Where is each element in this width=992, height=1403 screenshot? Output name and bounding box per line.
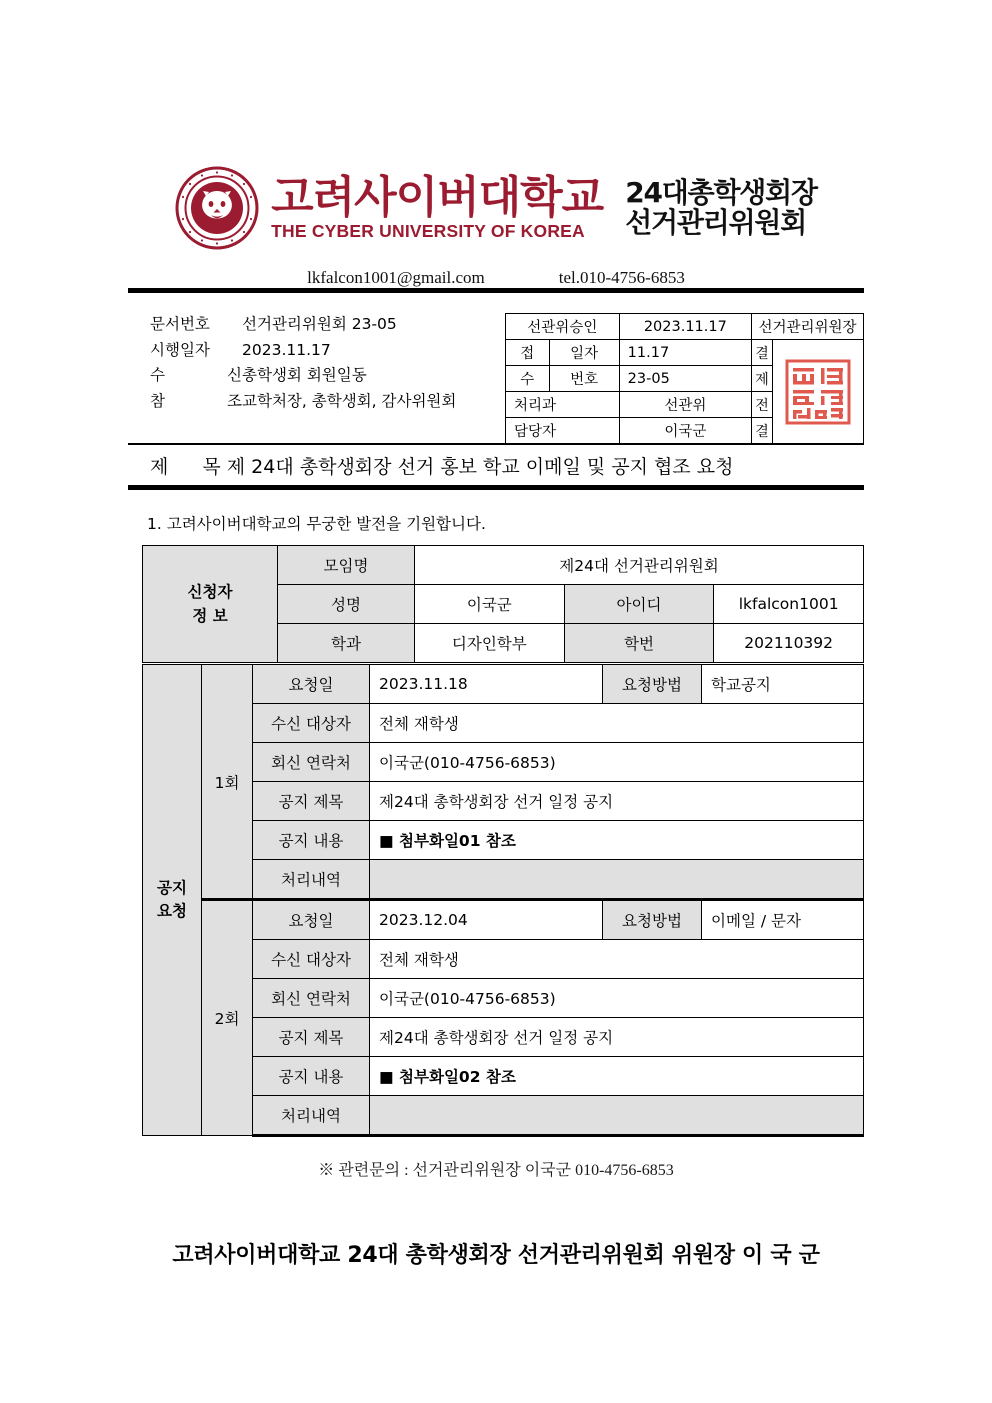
- committee-title: [625, 178, 817, 237]
- receipt-date-label-cell: 일자: [549, 340, 619, 366]
- notice-round-label-1: 1회: [202, 665, 253, 900]
- notice-recipient-value-1: 전체 재학생: [370, 704, 864, 743]
- signature-line: 고려사이버대학교 24대 총학생회장 선거관리위원회 위원장 이 국 군: [172, 1243, 820, 1268]
- notice-side-label-line1: 공지: [157, 878, 187, 897]
- subject-label-b: 목: [202, 456, 221, 478]
- notice-round-label-2: 2회: [202, 900, 253, 1136]
- approval-date-cell: 2023.11.17: [619, 314, 751, 340]
- notice-reply-label-2: 회신 연락처: [253, 979, 370, 1018]
- header-divider-rule: [128, 288, 864, 293]
- notice-method-value-2: 이메일 / 문자: [702, 900, 864, 940]
- notice-request-date-label-1: 요청일: [253, 665, 370, 704]
- applicant-group-value: 제24대 선거관리위원회: [415, 546, 864, 585]
- meta-label-cc: 참 조: [150, 391, 242, 410]
- approval-vertical-char-3: 전: [752, 392, 773, 418]
- approval-department-label: 처리과: [506, 392, 620, 418]
- meta-label-docnumber: 문서번호: [150, 315, 210, 333]
- document-header: [0, 166, 992, 288]
- wordmark-korean: 고려사이버대학교: [271, 171, 604, 223]
- applicant-side-label-line2: 정 보: [192, 607, 228, 625]
- notice-request-date-value-2: 2023.12.04: [370, 900, 603, 940]
- approval-row-header: [506, 314, 864, 340]
- notice-side-label: [143, 665, 202, 1136]
- notice-method-label-2: 요청방법: [603, 900, 702, 940]
- approval-vertical-char-4: 결: [752, 418, 773, 444]
- notice-process-label-2: 처리내역: [253, 1096, 370, 1136]
- meta-row-cc: [150, 389, 456, 415]
- official-red-seal-stamp-icon: [773, 340, 864, 444]
- notice-method-value-1: 학교공지: [702, 665, 864, 704]
- applicant-id-value: lkfalcon1001: [714, 585, 864, 624]
- meta-row-date: [150, 338, 456, 364]
- approval-person-label: 담당자: [506, 418, 620, 444]
- receipt-number-label-cell: 번호: [549, 366, 619, 392]
- applicant-department-label: 학과: [278, 624, 415, 663]
- notice-body-label-1: 공지 내용: [253, 821, 370, 860]
- header-contact-row: [0, 268, 992, 288]
- notice-reply-value-1: 이국군(010-4756-6853): [370, 743, 864, 782]
- header-branding-row: [0, 166, 992, 250]
- meta-row-recipient: [150, 363, 456, 389]
- approval-vertical-char-1: 결: [752, 340, 773, 366]
- cyber-university-of-korea-seal-icon: [175, 166, 259, 250]
- table-row: [143, 665, 864, 704]
- greeting-paragraph: 1. 고려사이버대학교의 무궁한 발전을 기원합니다.: [147, 515, 486, 533]
- meta-value-cc: 교학처장, 총학생회, 감사위원회: [242, 391, 457, 410]
- header-email: lkfalcon1001@gmail.com: [307, 268, 485, 287]
- notice-method-label-1: 요청방법: [603, 665, 702, 704]
- notice-recipient-value-2: 전체 재학생: [370, 940, 864, 979]
- notice-process-value-2: [370, 1096, 864, 1136]
- approval-vertical-char-2: 제: [752, 366, 773, 392]
- receipt-date-value-cell: 11.17: [619, 340, 751, 366]
- subject-bottom-rule: [128, 485, 864, 490]
- notice-process-label-1: 처리내역: [253, 860, 370, 900]
- applicant-side-label: [143, 546, 278, 663]
- subject-label-a: 제: [150, 456, 169, 478]
- applicant-name-value: 이국군: [415, 585, 565, 624]
- applicant-id-label: 아이디: [564, 585, 714, 624]
- notice-process-value-1: [370, 860, 864, 900]
- notice-body-value-2: ■ 첨부화일02 참조: [370, 1057, 864, 1096]
- approval-stamp-table: [505, 313, 864, 444]
- notice-title-label-1: 공지 제목: [253, 782, 370, 821]
- approval-person-value: 이국군: [619, 418, 751, 444]
- approval-department-value: 선관위: [619, 392, 751, 418]
- approval-label-cell: 선관위승인: [506, 314, 620, 340]
- applicant-studentno-value: 202110392: [714, 624, 864, 663]
- applicant-group-label: 모임명: [278, 546, 415, 585]
- notice-reply-label-1: 회신 연락처: [253, 743, 370, 782]
- receipt-label-cell-2: 수: [506, 366, 550, 392]
- header-telephone: tel.010-4756-6853: [558, 268, 685, 287]
- notice-request-date-value-1: 2023.11.18: [370, 665, 603, 704]
- document-subject-line: [150, 452, 866, 479]
- notice-request-table: [142, 664, 864, 1137]
- applicant-department-value: 디자인학부: [415, 624, 565, 663]
- receipt-label-cell-1: 접: [506, 340, 550, 366]
- notice-body-value-1: ■ 첨부화일01 참조: [370, 821, 864, 860]
- committee-title-line1: 24대총학생회장: [625, 176, 817, 210]
- receipt-number-value-cell: 23-05: [619, 366, 751, 392]
- subject-text: 제 24대 총학생회장 선거 홍보 학교 이메일 및 공지 협조 요청: [226, 456, 734, 478]
- notice-recipient-label-1: 수신 대상자: [253, 704, 370, 743]
- approval-chair-cell: 선거관리위원장: [752, 314, 864, 340]
- meta-value-date: 2023.11.17: [242, 340, 331, 359]
- committee-title-line2: 선거관리위원회: [625, 206, 807, 239]
- applicant-side-label-line1: 신청자: [187, 582, 233, 601]
- table-row: [143, 900, 864, 940]
- meta-label-recipient: 수 신: [150, 366, 242, 384]
- notice-title-value-1: 제24대 총학생회장 선거 일정 공지: [370, 782, 864, 821]
- meta-value-recipient: 총학생회 회원일동: [242, 366, 367, 384]
- notice-title-value-2: 제24대 총학생회장 선거 일정 공지: [370, 1018, 864, 1057]
- notice-body-label-2: 공지 내용: [253, 1057, 370, 1096]
- notice-title-label-2: 공지 제목: [253, 1018, 370, 1057]
- university-wordmark: [271, 171, 604, 241]
- approval-row-receipt-date: [506, 340, 864, 366]
- applicant-info-table: [142, 545, 864, 663]
- wordmark-english: THE CYBER UNIVERSITY OF KOREA: [271, 220, 585, 241]
- applicant-studentno-label: 학번: [564, 624, 714, 663]
- subject-top-rule: [128, 443, 864, 445]
- notice-request-date-label-2: 요청일: [253, 900, 370, 940]
- notice-reply-value-2: 이국군(010-4756-6853): [370, 979, 864, 1018]
- notice-side-label-line2: 요청: [157, 902, 187, 920]
- meta-row-docnumber: [150, 312, 456, 338]
- meta-value-docnumber: 선거관리위원회 23-05: [242, 315, 397, 333]
- table-row: [143, 546, 864, 585]
- document-metadata-block: [150, 312, 456, 414]
- related-inquiry-note: ※ 관련문의 : 선거관리위원장 이국군 010-4756-6853: [318, 1162, 674, 1179]
- applicant-name-label: 성명: [278, 585, 415, 624]
- meta-label-date: 시행일자: [150, 340, 210, 359]
- notice-recipient-label-2: 수신 대상자: [253, 940, 370, 979]
